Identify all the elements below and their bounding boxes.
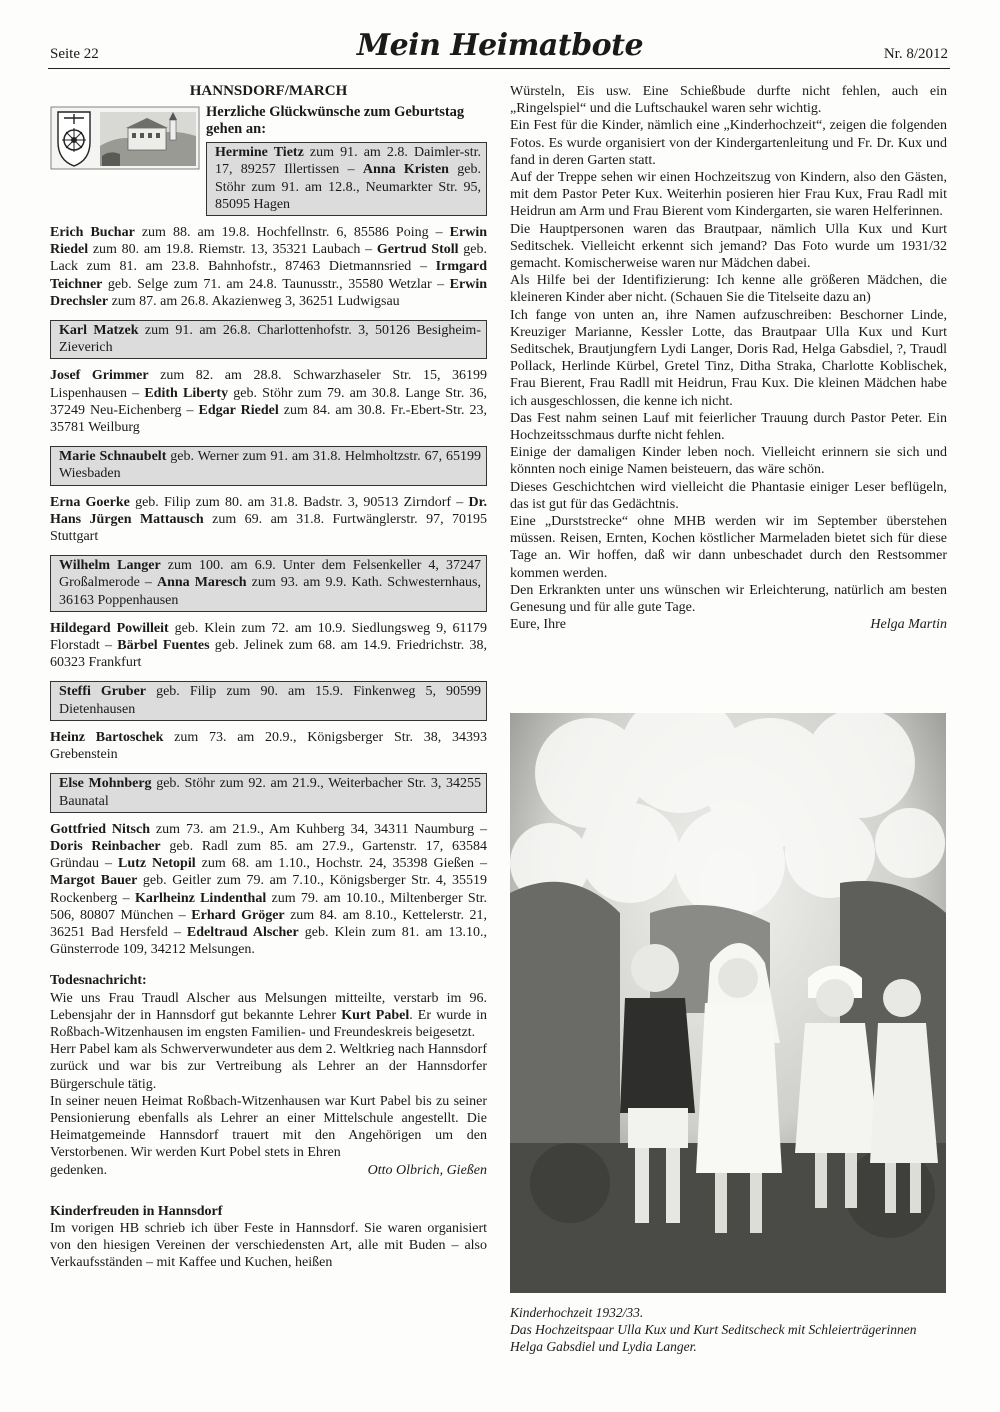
birthday-list: Erich Buchar zum 88. am 19.8. Hochfellnstr. 6, 85586 Poing – Erwin Riedel zum 80. am 19.8. Riemstr. 13, 35321 Laubach – Gertrud Stoll geb. Lack zum 81. am 23.8. Bahnhofstr., 87463 Dietmannsried – Irmgard Teichner geb. Selge zum 71. am 24.8. Taunusstr., 35580 Wetzlar – Erwin Drechsler zum 87. am 26.8. Akazienweg 3, 36251 Ludwigsau [50, 225, 488, 309]
publication-title: Mein Heimatbote [356, 28, 644, 63]
birthday-highlight-box: Marie Schnaubelt geb. Werner zum 91. am 31.8. Helmholtzstr. 67, 65199 Wiesbaden [50, 446, 487, 485]
hannsdorf-crest-image [50, 106, 200, 170]
article-paragraph: Einige der damaligen Kinder leben noch. Vielleicht erinnern sie sich und könnten noch einige Namen beisteuern, das wäre schön. [510, 445, 947, 478]
article-paragraph: Die Hauptpersonen waren das Brautpaar, nämlich Ulla Kux und Kurt Seditschek. Vielleicht erkennt sich jemand? Das Foto wurde um 1931/32 gemacht. Komischerweise waren nur Mädchen dabei. [510, 221, 947, 272]
right-column [510, 83, 947, 634]
birthday-list: Hildegard Powilleit geb. Klein zum 72. am 10.9. Siedlungsweg 9, 61179 Florstadt – Bärbel Fuentes geb. Jelinek zum 68. am 14.9. Friedrichstr. 38, 60323 Frankfurt [50, 620, 488, 671]
article-paragraph: Ich fange von unten an, ihre Namen aufzuschreiben: Beschorner Linde, Kreuziger Marianne, Kessler Lotte, das Brautpaar Ulla Kux und Kurt Seditschek, Brautjungfern Lydi Langer, Doris Rad, Helga Gabsdiel, ?, Traudl Pollack, Herlinde Kürbel, Gretel Tinz, Ditha Straka, Charlotte Koblischek, Frau Bierent, Frau Radll mit Heidrun, Frau Kux. Die kleinen Mädchen habe ich ausgeschlossen, die kenne ich nicht. [510, 307, 947, 409]
birthday-list: Josef Grimmer zum 82. am 28.8. Schwarzhaseler Str. 15, 36199 Lispenhausen – Edith Liberty geb. Stöhr zum 79. am 30.8. Lange Str. 36, 37249 Neu-Eichenberg – Edgar Riedel zum 84. am 30.8. Fr.-Ebert-Str. 23, 35781 Weilburg [50, 368, 487, 436]
birthday-list: Heinz Bartoschek zum 73. am 20.9., Königsberger Str. 38, 34393 Grebenstein [50, 729, 487, 763]
article-paragraph: Als Hilfe bei der Identifizierung: Ich kenne alle größeren Mädchen, die kleineren Kinder aber nicht. (Schauen Sie die Titelseite dazu an) [510, 273, 947, 306]
photo-caption-title: Kinderhochzeit 1932/33. [510, 1305, 644, 1320]
left-column [50, 83, 487, 1272]
obituary-paragraph: Wie uns Frau Traudl Alscher aus Melsungen mitteilte, verstarb im 96. Lebensjahr der in Hannsdorf gut bekannte Lehrer Kurt Pabel. Er wurde in Roßbach-Witzenhausen im engsten Familien- und Freundeskreis beigesetzt. [50, 990, 488, 1040]
issue-number: Nr. 8/2012 [883, 46, 948, 62]
article-paragraph: Eine „Durststrecke“ ohne MHB werden wir im September überstehen müssen. Reisen, Ernten, Kochen köstlicher Marmeladen bietet sich für diese Tage an. Wir hoffen, daß wir dann unbeschadet durch den Restsommer kommen werden. [510, 514, 947, 581]
birthday-highlight-box: Hermine Tietz zum 91. am 2.8. Daimler-str. 17, 89257 Illertissen – Anna Kristen geb. Stöhr zum 91. am 12.8., Neumarkter Str. 95, 85095 Hagen [206, 142, 487, 216]
birthday-highlight-box: Wilhelm Langer zum 100. am 6.9. Unter dem Felsenkeller 4, 37247 Großalmerode – Anna Maresch zum 93. am 9.9. Kath. Schwesternhaus, 36163 Poppenhausen [50, 555, 487, 612]
obituary-heading: Todesnachricht: [50, 973, 147, 989]
article-signature: Helga Martin [870, 617, 947, 633]
birthday-list: Erna Goerke geb. Filip zum 80. am 31.8. Badstr. 3, 90513 Zirndorf – Dr. Hans Jürgen Mattausch zum 69. am 31.8. Furtwänglerstr. 97, 70195 Stuttgart [50, 494, 488, 545]
birthday-highlight-box: Else Mohnberg geb. Stöhr zum 92. am 21.9., Weiterbacher Str. 3, 34255 Baunatal [50, 773, 487, 812]
article-paragraph: Dieses Geschichtchen wird vielleicht die Phantasie einiger Leser beflügeln, das ist gut für das Gedächtnis. [510, 479, 947, 512]
photo-caption-text: Das Hochzeitspaar Ulla Kux und Kurt Seditscheck mit Schleierträgerinnen Helga Gabsdiel und Lydia Langer. [510, 1322, 917, 1354]
kinderfreuden-heading: Kinderfreuden in Hannsdorf [50, 1203, 223, 1219]
article-paragraph: Im vorigen HB schrieb ich über Feste in Hannsdorf. Sie waren organisiert von den hiesigen Vereinen der verschiedensten Art, alle mit Buden – also Verkaufsständen – mit Kaffee und Kuchen, heißen [50, 1220, 487, 1271]
birthday-list: Gottfried Nitsch zum 73. am 21.9., Am Kuhberg 34, 34311 Naumburg – Doris Reinbacher geb. Radl zum 85. am 27.9., Gartenstr. 17, 63584 Gründau – Lutz Netopil zum 68. am 1.10., Hochstr. 24, 35398 Gießen – Margot Bauer geb. Geitler zum 79. am 7.10., Königsberger Str. 4, 35519 Rockenberg – Karlheinz Lindenthal zum 79. am 10.10., Miltenberger Str. 506, 80807 München – Erhard Gröger zum 84. am 8.10., Kettelerstr. 21, 36251 Bad Hersfeld – Edeltraud Alscher geb. Klein zum 81. am 13.10., Günsterrode 109, 34212 Melsungen. [50, 821, 487, 958]
article-signature-line: Eure, Ihre Helga Martin [510, 617, 947, 633]
obituary-paragraph: In seiner neuen Heimat Roßbach-Witzenhausen war Kurt Pabel bis zu seiner Pensionierung ebenfalls als Lehrer an einer Mittelschule angestellt. Die Heimatgemeinde Hannsdorf trauert mit den Angehörigen um den Verstorbenen. Wir werden Kurt Pobel stets in Ehren [50, 1093, 487, 1161]
birthday-highlight-box: Steffi Gruber geb. Filip zum 90. am 15.9. Finkenweg 5, 90599 Dietenhausen [50, 681, 487, 720]
article-paragraph: Den Erkrankten unter uns wünschen wir Erleichterung, natürlich am besten Genesung und für alle gute Tage. [510, 582, 947, 616]
article-paragraph: Auf der Treppe sehen wir einen Hochzeitszug von Kindern, also den Gästen, mit dem Pastor Peter Kux. Weiterhin posieren hier Frau Kux, Frau Radl mit Heidrun am Arm und Frau Bierent vom Kindergarten, sie waren Helferinnen. [510, 170, 947, 220]
greeting-intro: Herzliche Glückwünsche zum Geburtstag gehen an: [206, 104, 465, 138]
obituary-paragraph: Herr Pabel kam als Schwerverwundeter aus dem 2. Weltkrieg nach Hannsdorf zurück und war bis zur Vertreibung als Lehrer an der Hannsdorfer Bürgerschule tätig. [50, 1042, 487, 1092]
section-title: HANNSDORF/MARCH [189, 83, 348, 99]
kinderhochzeit-photo [510, 713, 946, 1293]
article-paragraph: Das Fest nahm seinen Lauf mit feierlicher Trauung durch Pastor Peter. Ein Hochzeitsschmaus durfte nicht fehlen. [510, 410, 947, 444]
photo-caption [510, 1304, 947, 1355]
article-paragraph: Ein Fest für die Kinder, nämlich eine „Kinderhochzeit“, zeigen die folgenden Fotos. Es wurde organisiert von der Kindergartenleitung und Fr. Dr. Kux und fand in deren Garten statt. [510, 118, 947, 168]
obituary-signature-line: gedenken. Otto Olbrich, Gießen [50, 1162, 487, 1178]
article-paragraph: Würsteln, Eis usw. Eine Schießbude durfte nicht fehlen, auch ein „Ringelspiel“ und die Luftschaukel waren sehr wichtig. [510, 84, 947, 117]
page-number: Seite 22 [50, 46, 99, 62]
header-rule [48, 68, 950, 69]
birthday-highlight-box: Karl Matzek zum 91. am 26.8. Charlottenhofstr. 3, 50126 Besigheim-Zieverich [50, 320, 487, 359]
obituary-signature: Otto Olbrich, Gießen [367, 1162, 487, 1178]
